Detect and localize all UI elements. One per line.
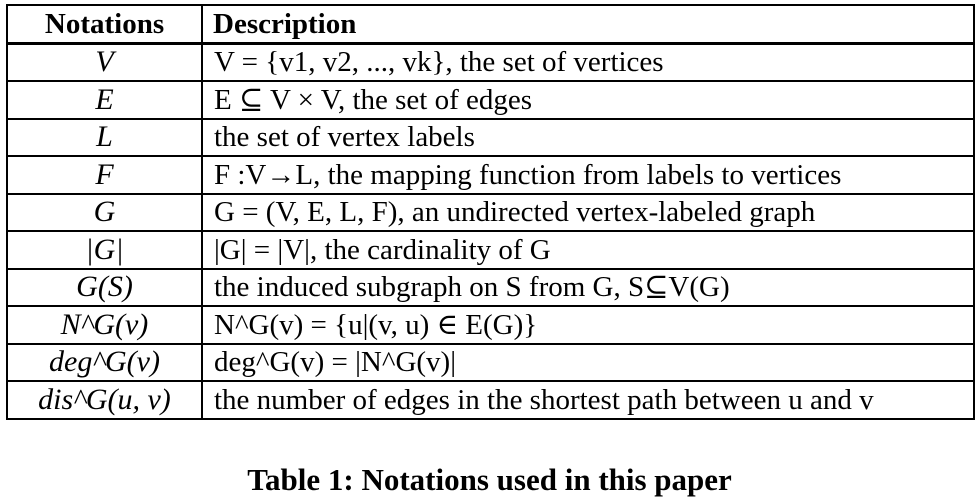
notation-cell: V [7, 43, 202, 81]
description-cell: V = {v1, v2, ..., vk}, the set of vertices [202, 43, 974, 81]
description-cell: the number of edges in the shortest path between u and v [202, 381, 974, 419]
table-row [7, 156, 974, 194]
table-row [7, 43, 974, 81]
notation-cell: dis^G(u, v) [7, 381, 202, 419]
table-row [7, 194, 974, 232]
table-row [7, 381, 974, 419]
description-cell: the induced subgraph on S from G, S⊆V(G) [202, 269, 974, 307]
notation-cell: F [7, 156, 202, 194]
description-cell: E ⊆ V × V, the set of edges [202, 81, 974, 119]
notation-cell: N^G(v) [7, 306, 202, 344]
description-cell: N^G(v) = {u|(v, u) ∈ E(G)} [202, 306, 974, 344]
notation-table [6, 4, 975, 420]
notation-cell: deg^G(v) [7, 344, 202, 382]
table-row [7, 306, 974, 344]
table-row [7, 344, 974, 382]
notation-cell: E [7, 81, 202, 119]
table-row [7, 269, 974, 307]
description-cell: the set of vertex labels [202, 119, 974, 157]
notation-cell: |G| [7, 231, 202, 269]
table-row [7, 119, 974, 157]
notation-table-container [6, 4, 973, 420]
description-cell: deg^G(v) = |N^G(v)| [202, 344, 974, 382]
description-cell: |G| = |V|, the cardinality of G [202, 231, 974, 269]
header-description: Description [202, 5, 974, 43]
table-row [7, 81, 974, 119]
table-header-row [7, 5, 974, 43]
header-notations: Notations [7, 5, 202, 43]
description-cell: G = (V, E, L, F), an undirected vertex-labeled graph [202, 194, 974, 232]
table-row [7, 231, 974, 269]
notation-cell: G(S) [7, 269, 202, 307]
notation-cell: L [7, 119, 202, 157]
description-cell: F :V→L, the mapping function from labels to vertices [202, 156, 974, 194]
table-caption: Table 1: Notations used in this paper [247, 462, 732, 497]
notation-cell: G [7, 194, 202, 232]
